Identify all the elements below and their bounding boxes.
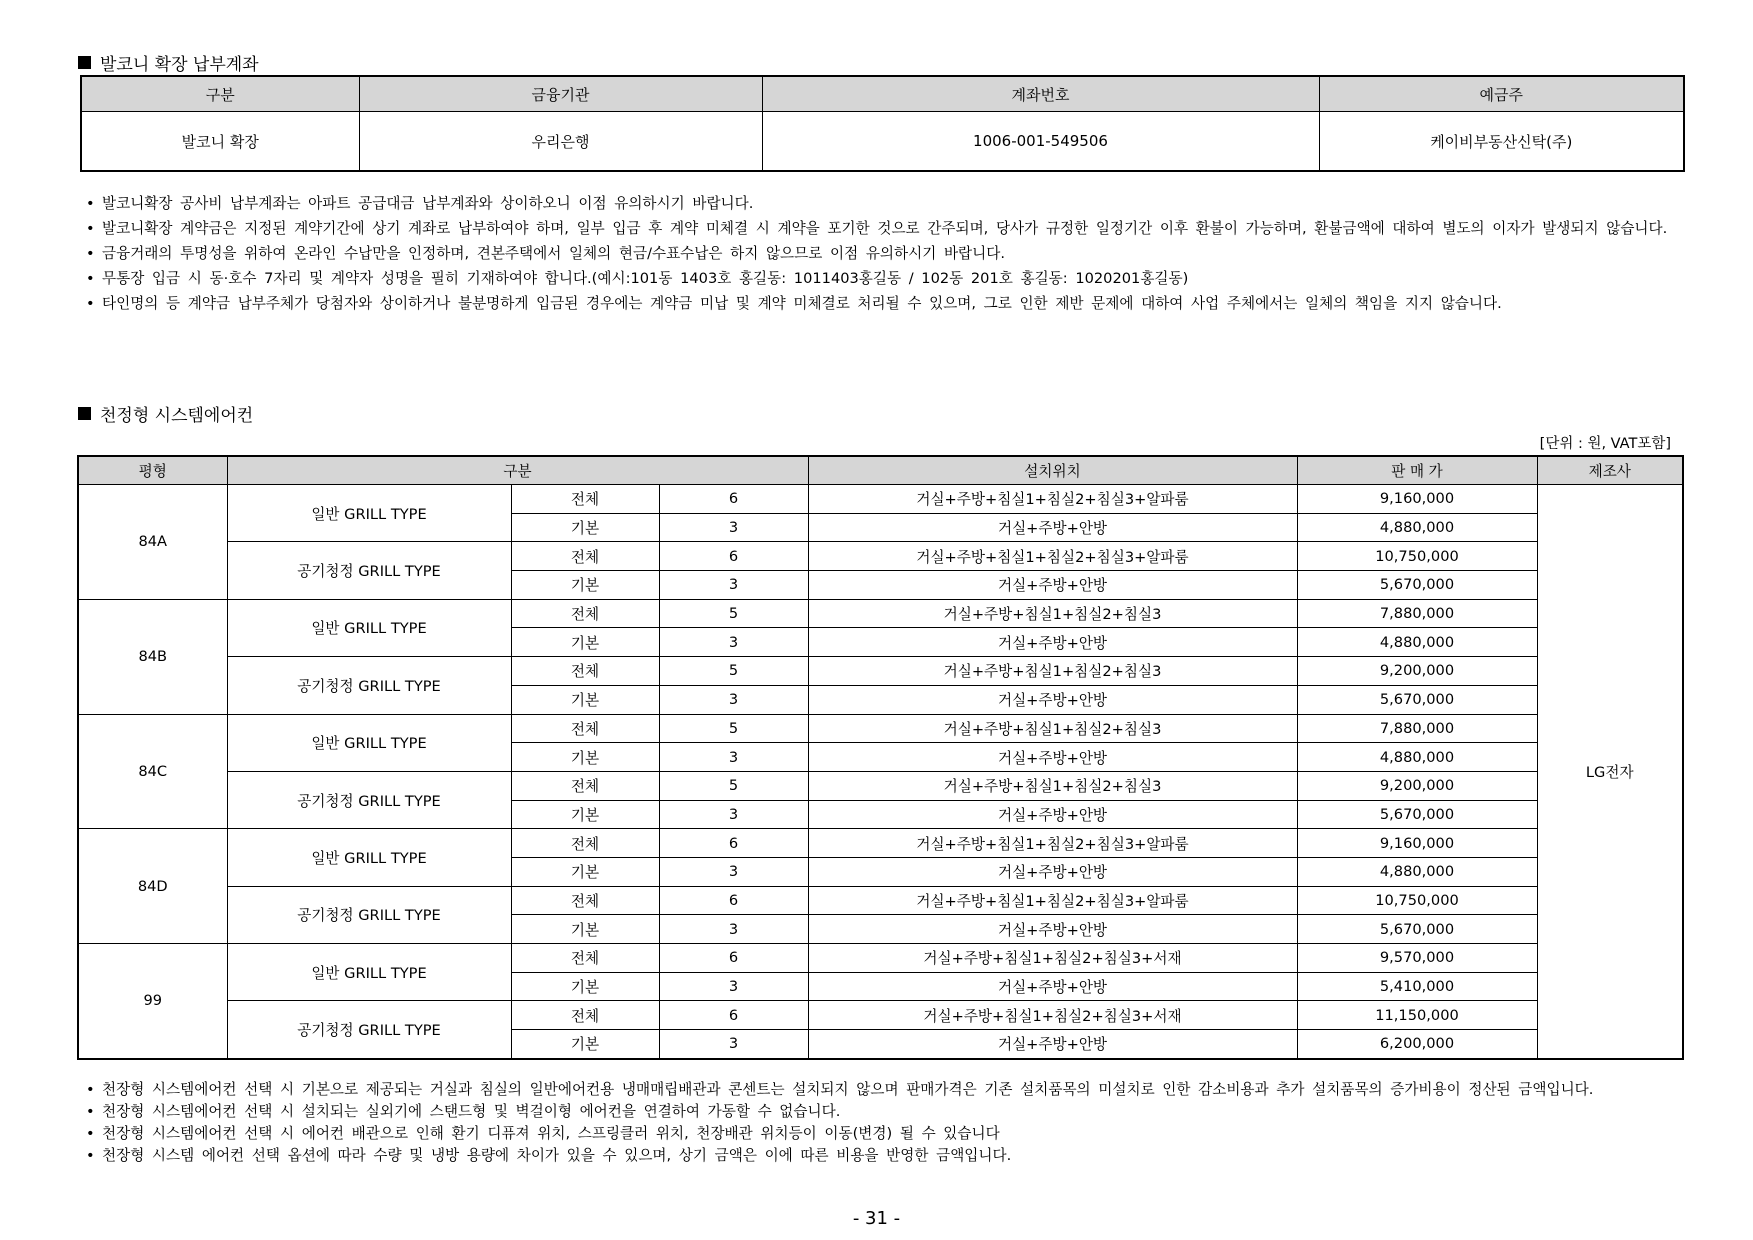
cell-price: 9,200,000	[1297, 657, 1537, 686]
cell-quantity: 6	[659, 829, 808, 858]
cell-option: 전체	[511, 944, 659, 973]
table-row	[78, 944, 1683, 973]
cell-option: 기본	[511, 685, 659, 714]
cell-grill-type: 일반 GRILL TYPE	[227, 829, 511, 886]
cell-price: 5,670,000	[1297, 800, 1537, 829]
header-price: 판 매 가	[1297, 456, 1537, 485]
balcony-account-table	[80, 75, 1685, 172]
cell-location: 거실+주방+침실1+침실2+침실3+서재	[808, 944, 1297, 973]
note-item: • 천장형 시스템 에어컨 선택 옵션에 따라 수량 및 냉방 용량에 차이가 있을 수 있으며, 상기 금액은 이에 따른 비용을 반영한 금액입니다.	[84, 1145, 1684, 1167]
cell-quantity: 6	[659, 485, 808, 514]
cell-option: 기본	[511, 571, 659, 600]
note-item: • 천장형 시스템에어컨 선택 시 기본으로 제공되는 거실과 침실의 일반에어컨용 냉매매립배관과 콘센트는 설치되지 않으며 판매가격은 기존 설치품목의 미설치로 인한 감소비용과 추가 설치품목의 증가비용이 정산된 금액입니다.	[84, 1079, 1684, 1101]
cell-grill-type: 공기청정 GRILL TYPE	[227, 886, 511, 943]
table-header-row	[78, 456, 1683, 485]
table-row	[78, 829, 1683, 858]
cell-price: 10,750,000	[1297, 886, 1537, 915]
cell-option: 전체	[511, 599, 659, 628]
cell-location: 거실+주방+침실1+침실2+침실3	[808, 714, 1297, 743]
cell-quantity: 6	[659, 944, 808, 973]
header-account-number: 계좌번호	[762, 76, 1319, 112]
cell-option: 전체	[511, 542, 659, 571]
unit-label: [단위 : 원, VAT포함]	[1539, 436, 1671, 452]
cell-type: 84D	[78, 829, 227, 944]
cell-location: 거실+주방+안방	[808, 1030, 1297, 1059]
cell-location: 거실+주방+안방	[808, 743, 1297, 772]
cell-price: 9,160,000	[1297, 485, 1537, 514]
cell-price: 9,200,000	[1297, 771, 1537, 800]
cell-option: 전체	[511, 1001, 659, 1030]
note-item: • 무통장 입금 시 동·호수 7자리 및 계약자 성명을 필히 기재하여야 합니다.(예시:101동 1403호 홍길동: 1011403홍길동 / 102동 201호 홍길동: 1020201홍길동)	[84, 266, 1684, 291]
balcony-section-title: 발코니 확장 납부계좌	[78, 50, 259, 75]
cell-location: 거실+주방+안방	[808, 628, 1297, 657]
cell-location: 거실+주방+안방	[808, 513, 1297, 542]
cell-location: 거실+주방+안방	[808, 571, 1297, 600]
cell-option: 기본	[511, 743, 659, 772]
cell-type: 84A	[78, 485, 227, 600]
cell-price: 4,880,000	[1297, 628, 1537, 657]
cell-location: 거실+주방+침실1+침실2+침실3+서재	[808, 1001, 1297, 1030]
cell-price: 7,880,000	[1297, 714, 1537, 743]
cell-option: 기본	[511, 1030, 659, 1059]
cell-price: 9,570,000	[1297, 944, 1537, 973]
cell-price: 11,150,000	[1297, 1001, 1537, 1030]
cell-type: 84B	[78, 599, 227, 714]
square-bullet-icon	[78, 407, 91, 420]
cell-quantity: 3	[659, 628, 808, 657]
cell-price: 7,880,000	[1297, 599, 1537, 628]
note-item: • 천장형 시스템에어컨 선택 시 에어컨 배관으로 인해 환기 디퓨져 위치, 스프링클러 위치, 천장배관 위치등이 이동(변경) 될 수 있습니다	[84, 1123, 1684, 1145]
cell-quantity: 3	[659, 1030, 808, 1059]
cell-quantity: 3	[659, 857, 808, 886]
cell-location: 거실+주방+침실1+침실2+침실3+알파룸	[808, 542, 1297, 571]
cell-grill-type: 일반 GRILL TYPE	[227, 599, 511, 656]
cell-account-number: 1006-001-549506	[762, 112, 1319, 172]
cell-location: 거실+주방+침실1+침실2+침실3	[808, 657, 1297, 686]
cell-bank: 우리은행	[359, 112, 762, 172]
cell-option: 전체	[511, 714, 659, 743]
header-account-holder: 예금주	[1319, 76, 1684, 112]
cell-type: 99	[78, 944, 227, 1059]
cell-option: 기본	[511, 800, 659, 829]
cell-quantity: 5	[659, 771, 808, 800]
cell-price: 10,750,000	[1297, 542, 1537, 571]
cell-location: 거실+주방+침실1+침실2+침실3+알파룸	[808, 829, 1297, 858]
cell-quantity: 6	[659, 1001, 808, 1030]
cell-quantity: 3	[659, 800, 808, 829]
cell-location: 거실+주방+안방	[808, 915, 1297, 944]
cell-price: 9,160,000	[1297, 829, 1537, 858]
cell-quantity: 3	[659, 743, 808, 772]
square-bullet-icon	[78, 56, 91, 69]
cell-location: 거실+주방+안방	[808, 800, 1297, 829]
aircon-section-title: 천정형 시스템에어컨	[78, 401, 253, 426]
cell-option: 기본	[511, 628, 659, 657]
header-maker: 제조사	[1537, 456, 1683, 485]
cell-option: 전체	[511, 771, 659, 800]
cell-price: 5,670,000	[1297, 571, 1537, 600]
cell-option: 기본	[511, 915, 659, 944]
cell-location: 거실+주방+침실1+침실2+침실3	[808, 599, 1297, 628]
header-bank: 금융기관	[359, 76, 762, 112]
note-item: • 발코니확장 공사비 납부계좌는 아파트 공급대금 납부계좌와 상이하오니 이점 유의하시기 바랍니다.	[84, 191, 1684, 216]
table-row	[78, 657, 1683, 686]
cell-grill-type: 공기청정 GRILL TYPE	[227, 657, 511, 714]
cell-grill-type: 공기청정 GRILL TYPE	[227, 771, 511, 828]
table-row	[78, 599, 1683, 628]
header-type: 평형	[78, 456, 227, 485]
note-item: • 발코니확장 계약금은 지정된 계약기간에 상기 계좌로 납부하여야 하며, 일부 입금 후 계약 미체결 시 계약을 포기한 것으로 간주되며, 당사가 규정한 일정기간 이후 환불이 가능하며, 환불금액에 대하여 별도의 이자가 발생되지 않습니다.	[84, 216, 1684, 241]
aircon-price-table	[77, 455, 1684, 1060]
cell-option: 전체	[511, 829, 659, 858]
table-row	[78, 1001, 1683, 1030]
cell-type: 84C	[78, 714, 227, 829]
note-item: • 천장형 시스템에어컨 선택 시 설치되는 실외기에 스탠드형 및 벽걸이형 에어컨을 연결하여 가동할 수 없습니다.	[84, 1101, 1684, 1123]
table-row	[78, 771, 1683, 800]
cell-location: 거실+주방+침실1+침실2+침실3+알파룸	[808, 485, 1297, 514]
cell-grill-type: 일반 GRILL TYPE	[227, 714, 511, 771]
cell-option: 전체	[511, 485, 659, 514]
table-row	[78, 485, 1683, 514]
cell-price: 5,670,000	[1297, 915, 1537, 944]
cell-quantity: 6	[659, 886, 808, 915]
cell-location: 거실+주방+침실1+침실2+침실3	[808, 771, 1297, 800]
cell-location: 거실+주방+안방	[808, 685, 1297, 714]
cell-location: 거실+주방+침실1+침실2+침실3+알파룸	[808, 886, 1297, 915]
cell-quantity: 5	[659, 599, 808, 628]
cell-option: 전체	[511, 886, 659, 915]
cell-quantity: 3	[659, 915, 808, 944]
cell-location: 거실+주방+안방	[808, 972, 1297, 1001]
cell-quantity: 5	[659, 714, 808, 743]
table-row	[81, 112, 1684, 172]
cell-price: 6,200,000	[1297, 1030, 1537, 1059]
table-header-row	[81, 76, 1684, 112]
cell-option: 기본	[511, 513, 659, 542]
cell-quantity: 3	[659, 972, 808, 1001]
cell-grill-type: 일반 GRILL TYPE	[227, 485, 511, 542]
cell-quantity: 3	[659, 685, 808, 714]
header-category: 구분	[227, 456, 808, 485]
header-category: 구분	[81, 76, 359, 112]
table-row	[78, 542, 1683, 571]
cell-grill-type: 일반 GRILL TYPE	[227, 944, 511, 1001]
aircon-notes	[84, 1079, 1684, 1167]
cell-location: 거실+주방+안방	[808, 857, 1297, 886]
cell-price: 4,880,000	[1297, 857, 1537, 886]
header-location: 설치위치	[808, 456, 1297, 485]
cell-price: 5,410,000	[1297, 972, 1537, 1001]
table-row	[78, 714, 1683, 743]
cell-grill-type: 공기청정 GRILL TYPE	[227, 1001, 511, 1059]
page-number: - 31 -	[852, 1208, 901, 1229]
cell-option: 기본	[511, 857, 659, 886]
cell-option: 기본	[511, 972, 659, 1001]
cell-account-holder: 케이비부동산신탁(주)	[1319, 112, 1684, 172]
note-item: • 타인명의 등 계약금 납부주체가 당첨자와 상이하거나 불분명하게 입금된 경우에는 계약금 미납 및 계약 미체결로 처리될 수 있으며, 그로 인한 제반 문제에 대하여 사업 주체에서는 일체의 책임을 지지 않습니다.	[84, 291, 1684, 316]
balcony-notes	[84, 191, 1684, 316]
cell-quantity: 3	[659, 513, 808, 542]
cell-price: 5,670,000	[1297, 685, 1537, 714]
cell-grill-type: 공기청정 GRILL TYPE	[227, 542, 511, 599]
note-item: • 금융거래의 투명성을 위하여 온라인 수납만을 인정하며, 견본주택에서 일체의 현금/수표수납은 하지 않으므로 이점 유의하시기 바랍니다.	[84, 241, 1684, 266]
cell-option: 전체	[511, 657, 659, 686]
cell-maker: LG전자	[1537, 485, 1683, 1059]
cell-category: 발코니 확장	[81, 112, 359, 172]
cell-quantity: 5	[659, 657, 808, 686]
cell-price: 4,880,000	[1297, 743, 1537, 772]
cell-quantity: 6	[659, 542, 808, 571]
cell-quantity: 3	[659, 571, 808, 600]
table-row	[78, 886, 1683, 915]
cell-price: 4,880,000	[1297, 513, 1537, 542]
